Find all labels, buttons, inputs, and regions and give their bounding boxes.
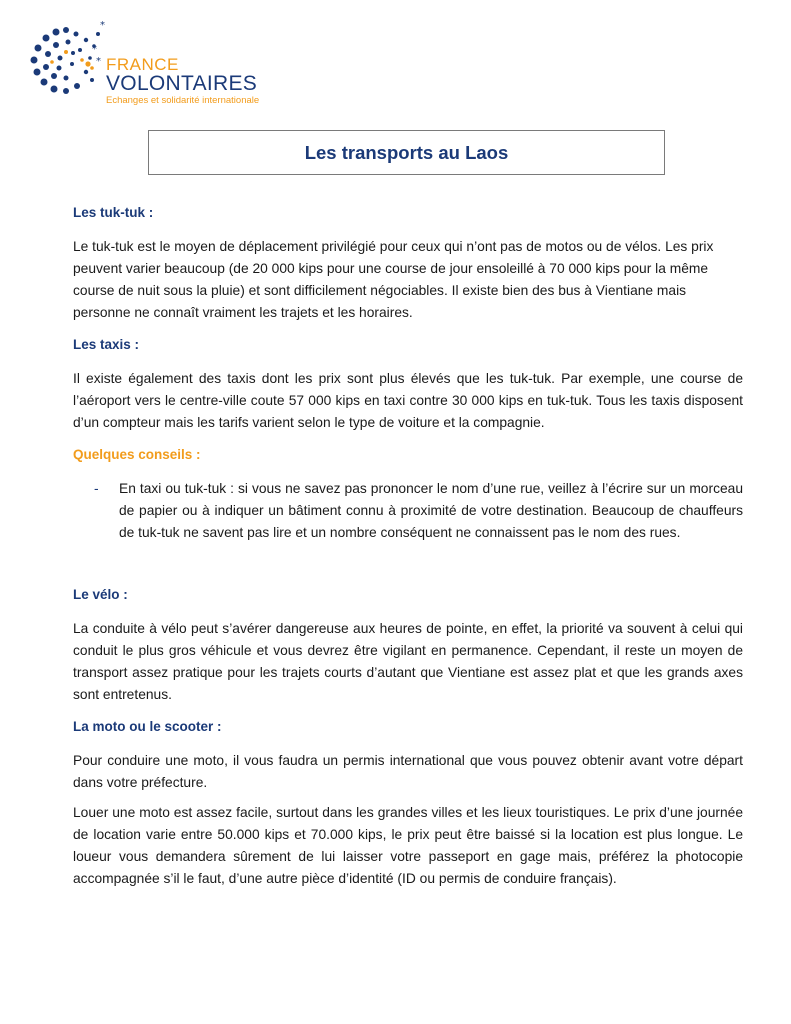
- page-title: Les transports au Laos: [304, 141, 509, 163]
- title-box: [148, 130, 665, 175]
- heading-tuktuk: Les tuk-tuk :: [73, 205, 154, 220]
- heading-conseils: Quelques conseils :: [73, 447, 201, 462]
- heading-moto: La moto ou le scooter :: [73, 719, 222, 734]
- svg-text:*: *: [100, 20, 105, 31]
- spacer: [73, 552, 743, 586]
- logo-line-1: FRANCE: [106, 55, 179, 74]
- flower-circle-icon: [26, 20, 106, 100]
- heading-taxis: Les taxis :: [73, 337, 140, 352]
- logo-tagline: Echanges et solidarité internationale: [106, 95, 260, 106]
- paragraph-tuktuk: Le tuk-tuk est le moyen de déplacement privilégié pour ceux qui n’ont pas de motos ou de vélos. Les prix peuvent varier beaucoup (de 20 000 kips pour une course de jour ensoleillé à 70 000 kips pour la même course de nuit sous la pluie) et sont difficilement négociables. Il existe bien des bus à Vientiane mais personne ne connaît vraiment les trajets et les horaires.: [73, 239, 714, 320]
- france-volontaires-logo: [26, 20, 266, 115]
- svg-text:*: *: [96, 56, 101, 67]
- bullet-dash: -: [94, 481, 99, 496]
- logo-line-2: VOLONTAIRES: [106, 72, 258, 95]
- logo-wordmark: [106, 56, 259, 107]
- heading-velo: Le vélo :: [73, 587, 128, 602]
- paragraph-moto-1: Pour conduire une moto, il vous faudra un permis international que vous pouvez obtenir avant votre départ dans votre préfecture.: [73, 753, 743, 790]
- svg-text:*: *: [92, 44, 97, 55]
- document-body: [73, 204, 743, 898]
- paragraph-taxis: Il existe également des taxis dont les prix sont plus élevés que les tuk-tuk. Par exemple, une course de l’aéroport vers le centre-ville coute 57 000 kips en taxi contre 30 000 kips en tuk-tuk. Tous les taxis disposent d’un compteur mais les tarifs varient selon le type de voiture et la compagnie.: [73, 371, 743, 430]
- bullet-text: En taxi ou tuk-tuk : si vous ne savez pas prononcer le nom d’une rue, veillez à l’écrire sur un morceau de papier ou à indiquer un bâtiment connu à proximité de votre destination. Beaucoup de chauffeurs de tuk-tuk ne savent pas lire et un nombre conséquent ne connaissent pas le nom des rues.: [119, 481, 743, 540]
- list-item: [94, 478, 743, 544]
- paragraph-moto-2: Louer une moto est assez facile, surtout dans les grandes villes et les lieux touristiques. Le prix d’une journée de location varie entre 50.000 kips et 70.000 kips, le prix peut être baissé si la location est plus longue. Le loueur vous demandera sûrement de lui laisser votre passeport en gage mais, préférez la photocopie accompagnée s’il le faut, d’une autre pièce d’identité (ID ou permis de conduire français).: [73, 805, 743, 886]
- paragraph-velo: La conduite à vélo peut s’avérer dangereuse aux heures de pointe, en effet, la priorité va souvent à celui qui conduit le plus gros véhicule et vous devrez être vigilant en permanence. Cependant, il reste un moyen de transport assez pratique pour les trajets courts d’autant que Vientiane est assez plat et que les grands axes sont entretenus.: [73, 621, 743, 702]
